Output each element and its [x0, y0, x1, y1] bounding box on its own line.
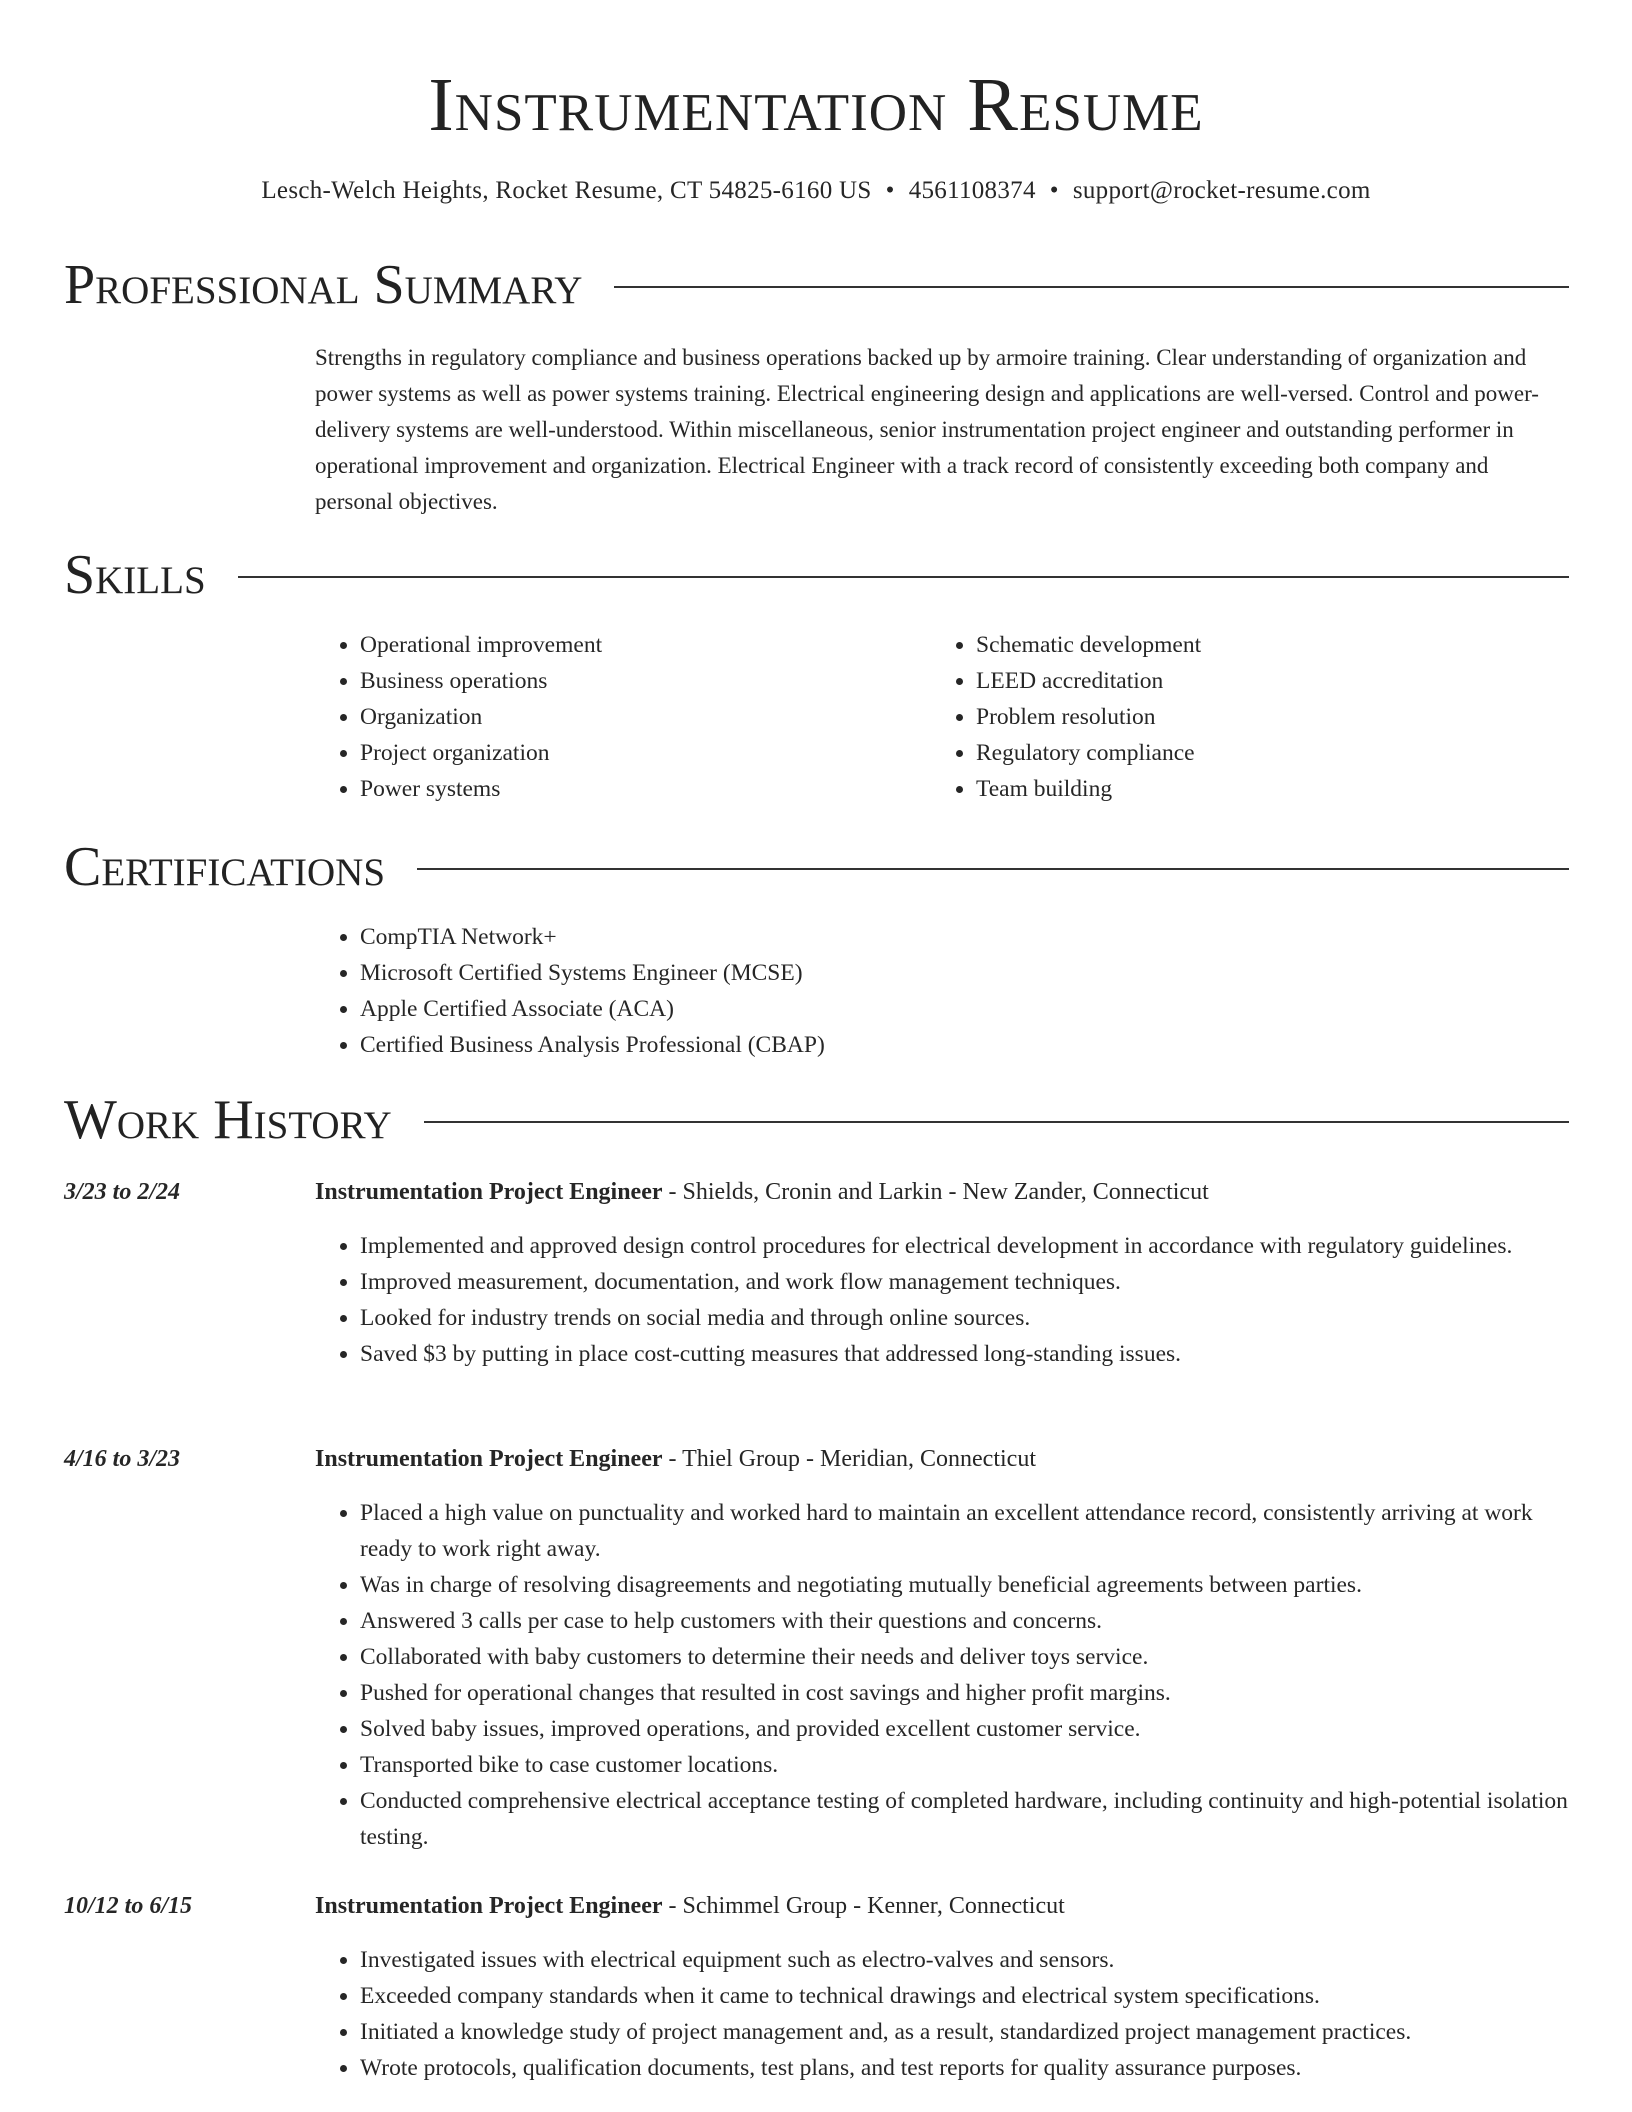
job-bullet: • Improved measurement, documentation, and work flow management techniques.	[360, 1264, 1569, 1300]
section-divider	[614, 286, 1569, 288]
job-bullet: • Was in charge of resolving disagreements and negotiating mutually beneficial agreements between parties.	[360, 1567, 1569, 1603]
skill-item: • Regulatory compliance	[976, 735, 1491, 771]
job-title: Instrumentation Project Engineer	[315, 1446, 663, 1472]
skill-item: • Project organization	[360, 735, 875, 771]
job-company-location: - Schimmel Group - Kenner, Connecticut	[662, 1893, 1065, 1919]
skills-section-header	[64, 543, 1569, 607]
job-title-line	[315, 1888, 1569, 1924]
certification-item: • Apple Certified Associate (ACA)	[360, 991, 1515, 1027]
summary-text: Strengths in regulatory compliance and business operations backed up by armoire training. Clear understanding of organization and power systems as well as power systems training. Electrical engineering design and applications are well-versed. Control and power-delivery systems are well-understood. Within miscellaneous, senior instrumentation project engineer and outstanding performer in operational improvement and organization. Electrical Engineer with a track record of consistently exceeding both company and personal objectives.	[315, 345, 1539, 514]
certifications-heading: Certifications	[64, 836, 386, 898]
job-title-line	[315, 1441, 1569, 1477]
job-bullet: • Implemented and approved design control procedures for electrical development in accordance with regulatory guidelines.	[360, 1228, 1569, 1264]
job-bullet: • Conducted comprehensive electrical acceptance testing of completed hardware, including continuity and high-potential isolation testing.	[360, 1783, 1569, 1855]
job-bullets	[315, 1495, 1569, 1855]
section-divider	[238, 576, 1569, 578]
job-bullet: • Transported bike to case customer locations.	[360, 1747, 1569, 1783]
job-bullets	[315, 1228, 1569, 1372]
contact-email: support@rocket-resume.com	[1072, 177, 1371, 204]
resume-name: Instrumentation Resume	[428, 63, 1204, 147]
job-title-line	[315, 1174, 1569, 1210]
job-bullet: • Wrote protocols, qualification documents, test plans, and test reports for quality assurance purposes.	[360, 2050, 1569, 2086]
skill-item: • Schematic development	[976, 627, 1491, 663]
skill-item: • Operational improvement	[360, 627, 875, 663]
contact-separator: •	[885, 177, 895, 204]
skill-item: • LEED accreditation	[976, 663, 1491, 699]
section-divider	[424, 1121, 1569, 1123]
job-company-location: - Shields, Cronin and Larkin - New Zander, Connecticut	[662, 1179, 1209, 1205]
job-bullet: • Investigated issues with electrical equipment such as electro-valves and sensors.	[360, 1942, 1569, 1978]
contact-phone: 4561108374	[908, 177, 1036, 204]
skill-item: • Problem resolution	[976, 699, 1491, 735]
job-bullet: • Initiated a knowledge study of project management and, as a result, standardized project management practices.	[360, 2014, 1569, 2050]
work-history-section-header	[64, 1088, 1569, 1152]
job-dates: 10/12 to 6/15	[64, 1893, 193, 1919]
job-bullet: • Answered 3 calls per case to help customers with their questions and concerns.	[360, 1603, 1569, 1639]
job-bullets	[315, 1942, 1569, 2086]
job-bullet: • Solved baby issues, improved operations, and provided excellent customer service.	[360, 1711, 1569, 1747]
job-bullet: • Pushed for operational changes that resulted in cost savings and higher profit margins.	[360, 1675, 1569, 1711]
skill-item: • Team building	[976, 771, 1491, 807]
skills-list-right	[931, 627, 1491, 807]
job-bullet: • Collaborated with baby customers to determine their needs and deliver toys service.	[360, 1639, 1569, 1675]
skill-item: • Business operations	[360, 663, 875, 699]
work-history-heading: Work History	[64, 1089, 392, 1151]
job-bullet: • Looked for industry trends on social media and through online sources.	[360, 1300, 1569, 1336]
certification-item: • Certified Business Analysis Professional (CBAP)	[360, 1027, 1515, 1063]
job-title: Instrumentation Project Engineer	[315, 1893, 663, 1919]
certification-item: • Microsoft Certified Systems Engineer (MCSE)	[360, 955, 1515, 991]
job-bullet: • Saved $3 by putting in place cost-cutting measures that addressed long-standing issues.	[360, 1336, 1569, 1372]
job-title: Instrumentation Project Engineer	[315, 1179, 663, 1205]
certifications-list	[315, 919, 1515, 1063]
job-dates: 4/16 to 3/23	[64, 1446, 181, 1472]
summary-heading: Professional Summary	[64, 254, 583, 316]
skill-item: • Power systems	[360, 771, 875, 807]
contact-separator: •	[1049, 177, 1059, 204]
certification-item: • CompTIA Network+	[360, 919, 1515, 955]
summary-section-header	[64, 253, 1569, 317]
job-dates: 3/23 to 2/24	[64, 1179, 181, 1205]
skills-heading: Skills	[64, 544, 206, 606]
skills-list-left	[315, 627, 875, 807]
section-divider	[417, 868, 1569, 870]
contact-address: Lesch-Welch Heights, Rocket Resume, CT 54825-6160 US	[261, 177, 872, 204]
certifications-section-header	[64, 835, 1569, 899]
contact-line	[0, 175, 1632, 207]
job-bullet: • Exceeded company standards when it came to technical drawings and electrical system specifications.	[360, 1978, 1569, 2014]
skill-item: • Organization	[360, 699, 875, 735]
job-bullet: • Placed a high value on punctuality and worked hard to maintain an excellent attendance record, consistently arriving at work ready to work right away.	[360, 1495, 1569, 1567]
job-company-location: - Thiel Group - Meridian, Connecticut	[662, 1446, 1036, 1472]
